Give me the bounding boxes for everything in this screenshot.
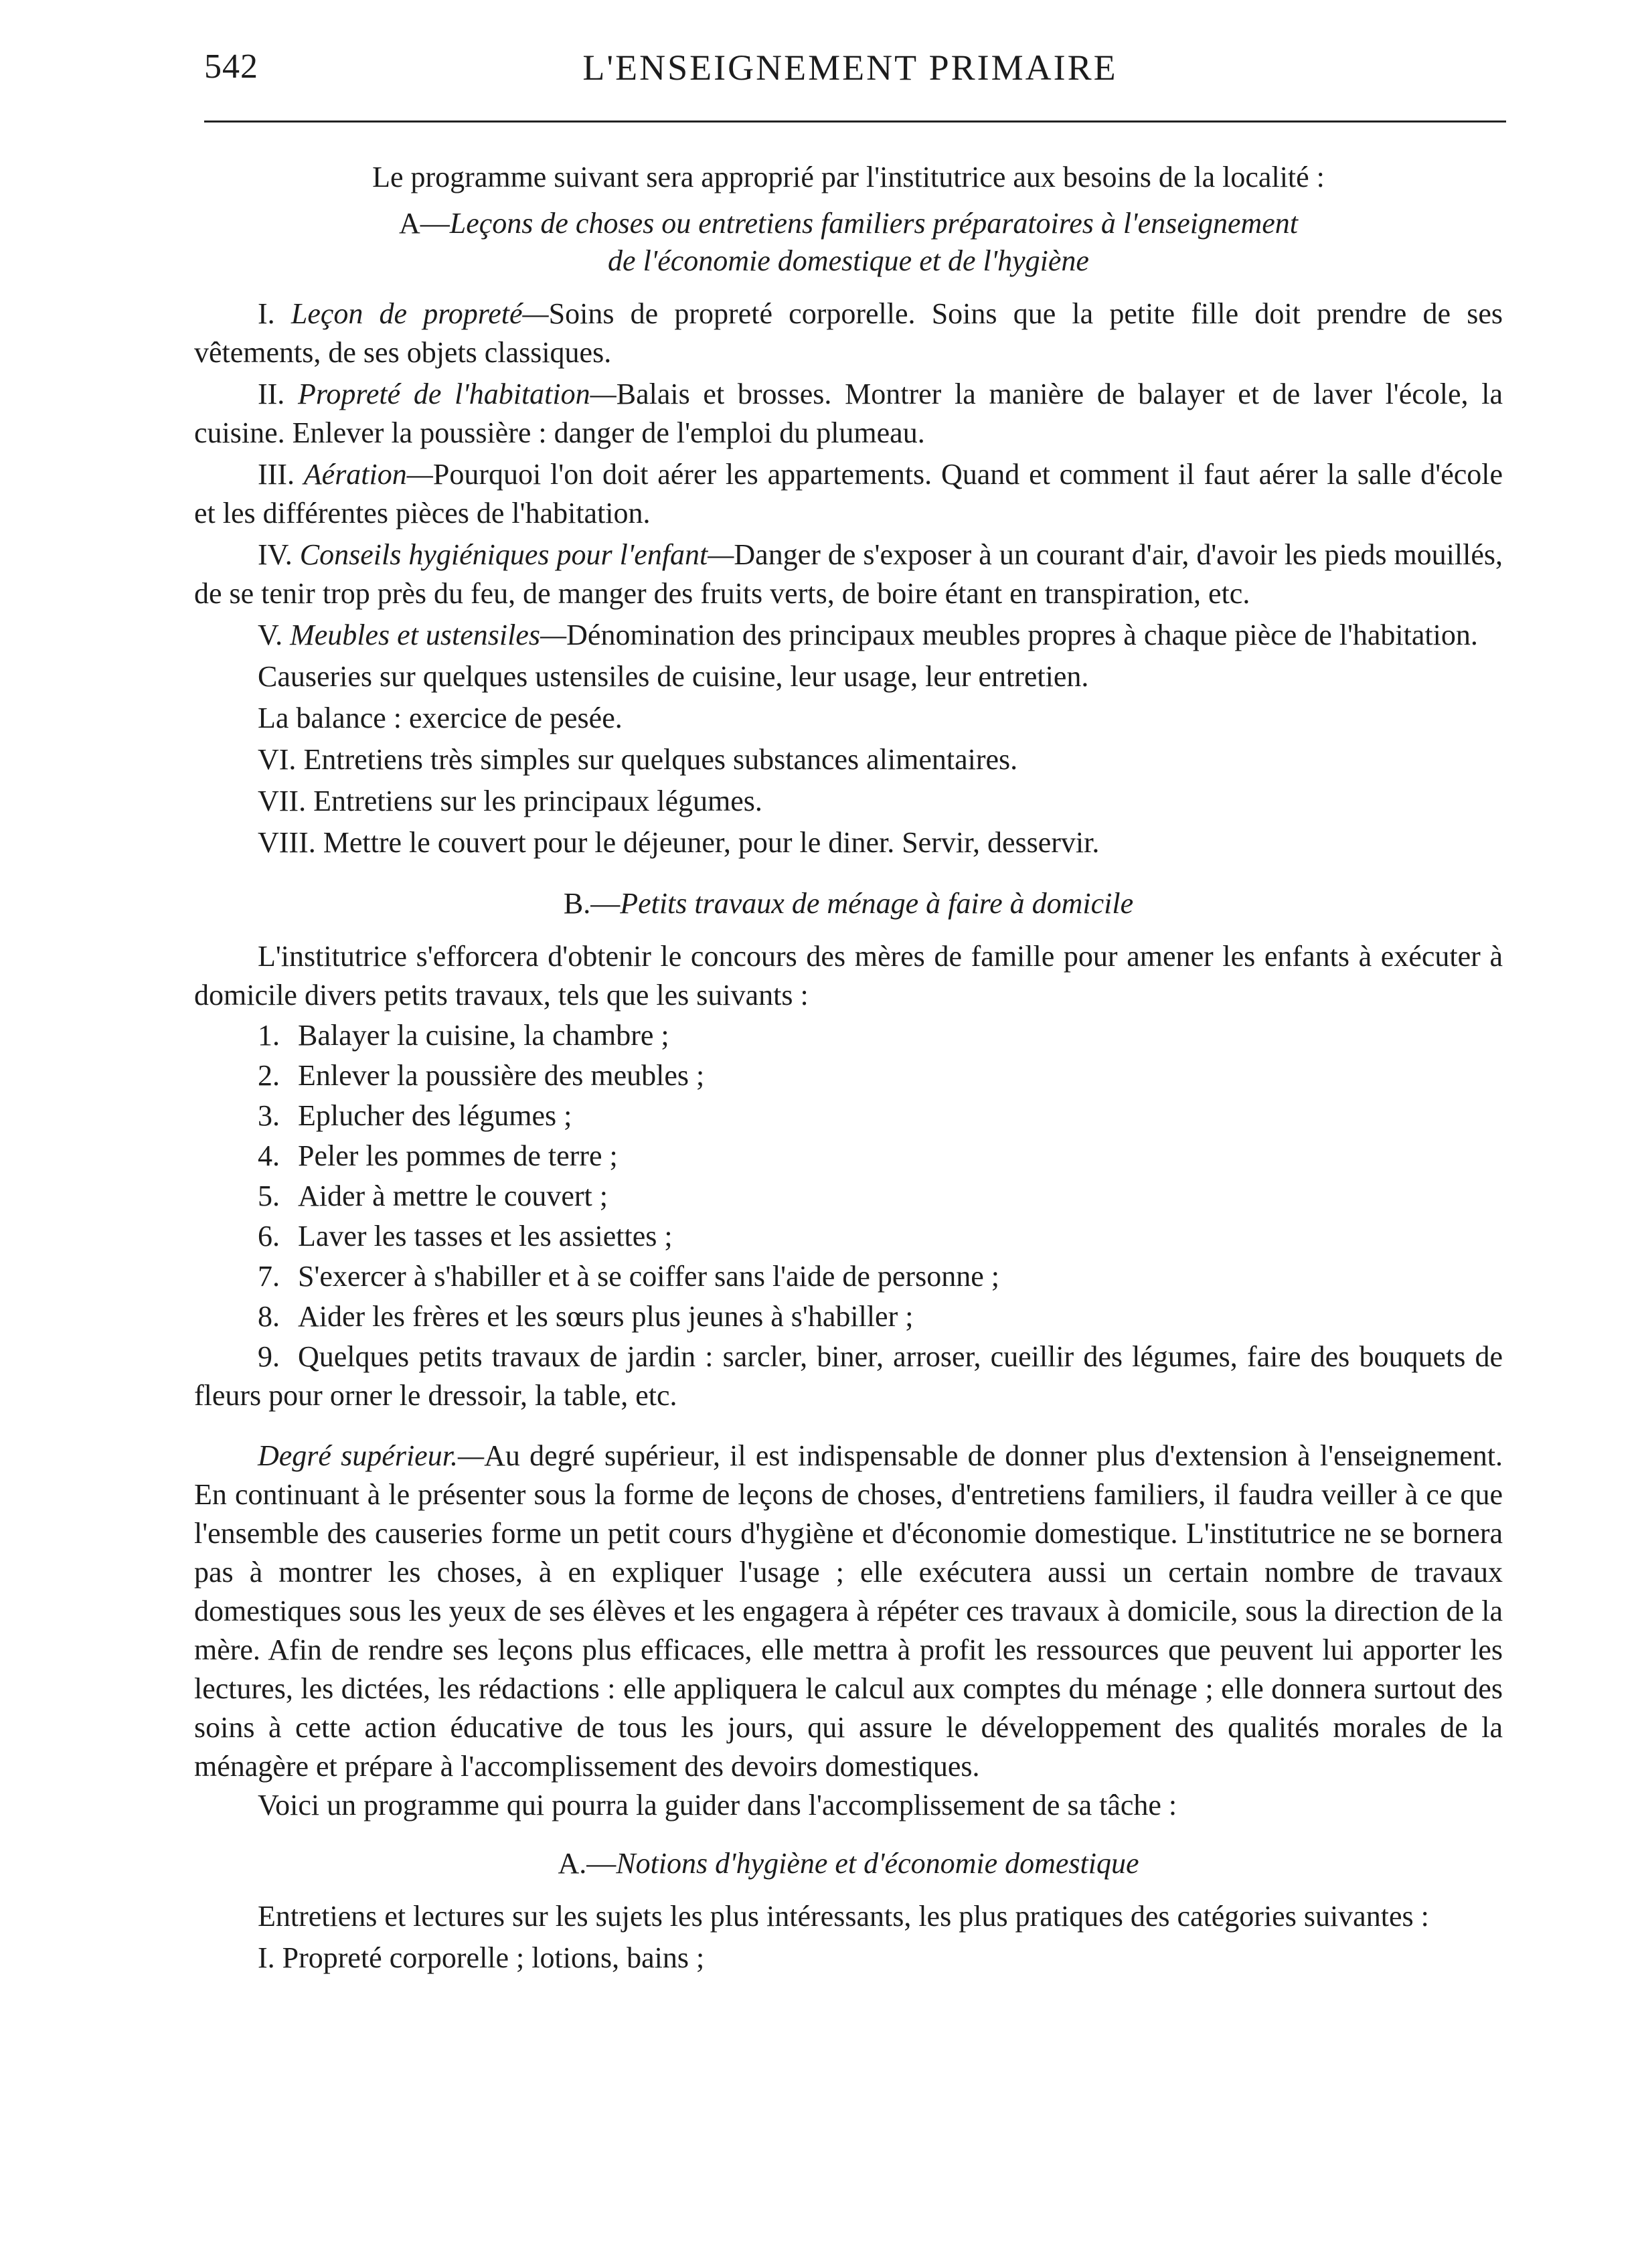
- item-number: IV.: [258, 538, 293, 571]
- list-item: [194, 1217, 1503, 1256]
- page-number: 542: [204, 48, 258, 86]
- running-title: L'ENSEIGNEMENT PRIMAIRE: [582, 48, 1118, 88]
- item-text: Enlever la poussière des meubles ;: [298, 1059, 705, 1092]
- item-title: Leçon de propreté—: [291, 297, 549, 330]
- item-number: 2.: [258, 1059, 280, 1092]
- item-number: 9.: [258, 1340, 280, 1373]
- section-a-heading: [194, 205, 1503, 280]
- extra-line: La balance : exercice de pesée.: [258, 702, 623, 734]
- list-item: [194, 1177, 1503, 1216]
- section-a2-heading: [194, 1845, 1503, 1882]
- section-a-title-line2: de l'économie domestique et de l'hygiène: [608, 244, 1089, 277]
- section-b-prefix: B.—: [563, 887, 621, 920]
- list-item: [194, 536, 1503, 613]
- item-text: Aider les frères et les sœurs plus jeunes à s'habiller ;: [298, 1300, 914, 1333]
- degre-superieur-paragraph: [194, 1437, 1503, 1786]
- section-a2-prefix: A.—: [558, 1847, 617, 1880]
- item-number: 4.: [258, 1139, 280, 1172]
- item-number: 6.: [258, 1220, 280, 1252]
- item-number: VI.: [258, 743, 297, 776]
- item-title: Propreté de l'habitation—: [298, 378, 617, 410]
- list-item: [194, 1257, 1503, 1296]
- section-a2-title: Notions d'hygiène et d'économie domestique: [616, 1847, 1139, 1880]
- item-number: VIII.: [258, 826, 316, 859]
- list-item: [194, 455, 1503, 533]
- list-item: [194, 1939, 1503, 1977]
- item-number: V.: [258, 619, 283, 651]
- item-number: I.: [258, 297, 275, 330]
- section-a-prefix: A—: [398, 207, 450, 240]
- item-text: Mettre le couvert pour le déjeuner, pour le diner. Servir, desservir.: [323, 826, 1100, 859]
- item-text: Pourquoi l'on doit aérer les appartements. Quand et comment il faut aérer la salle d'école et les différentes pièces de l'habitation.: [194, 458, 1503, 530]
- item-text: Entretiens sur les principaux légumes.: [313, 785, 762, 817]
- item-text: Danger de s'exposer à un courant d'air, d'avoir les pieds mouillés, de se tenir trop près du feu, de manger des fruits verts, de boire étant en transpiration, etc.: [194, 538, 1503, 610]
- list-item: [194, 740, 1503, 779]
- item-text: S'exercer à s'habiller et à se coiffer sans l'aide de personne ;: [298, 1260, 999, 1293]
- item-text: Balayer la cuisine, la chambre ;: [298, 1019, 669, 1052]
- item-text: Balais et brosses. Montrer la manière de balayer et de laver l'école, la cuisine. Enlever la poussière : danger de l'emploi du plumeau.: [194, 378, 1503, 449]
- item-text: Peler les pommes de terre ;: [298, 1139, 618, 1172]
- item-text: Entretiens très simples sur quelques substances alimentaires.: [303, 743, 1018, 776]
- item-number: 1.: [258, 1019, 280, 1052]
- header-rule: [204, 120, 1506, 123]
- list-item: [194, 782, 1503, 821]
- program-intro: Voici un programme qui pourra la guider dans l'accomplissement de sa tâche :: [258, 1789, 1177, 1821]
- item-number: III.: [258, 458, 295, 491]
- section-a2-intro: Entretiens et lectures sur les sujets les plus intéressants, les plus pratiques des catégories suivantes :: [258, 1900, 1429, 1933]
- list-item: [194, 375, 1503, 453]
- degre-superieur-lead: Degré supérieur.—: [258, 1439, 485, 1472]
- item-text: Quelques petits travaux de jardin : sarcler, biner, arroser, cueillir des légumes, faire des bouquets de fleurs pour orner le dressoir, la table, etc.: [194, 1340, 1503, 1412]
- list-item: [194, 1097, 1503, 1135]
- list-item: [194, 823, 1503, 862]
- section-a-title-line1: Leçons de choses ou entretiens familiers préparatoires à l'enseignement: [449, 207, 1299, 240]
- list-item: [194, 1056, 1503, 1095]
- item-title: Conseils hygiéniques pour l'enfant—: [299, 538, 734, 571]
- item-number: VII.: [258, 785, 307, 817]
- item-text: Aider à mettre le couvert ;: [298, 1180, 608, 1212]
- item-number: I.: [258, 1941, 275, 1974]
- list-item: [194, 616, 1503, 655]
- list-item: [194, 1137, 1503, 1176]
- section-b-title: Petits travaux de ménage à faire à domicile: [620, 887, 1134, 920]
- item-text: Eplucher des légumes ;: [298, 1099, 572, 1132]
- page-header: [204, 42, 1496, 95]
- item-number: 3.: [258, 1099, 280, 1132]
- intro-paragraph: Le programme suivant sera approprié par l'institutrice aux besoins de la localité :: [372, 161, 1325, 193]
- list-item: [194, 1016, 1503, 1055]
- item-number: 5.: [258, 1180, 280, 1212]
- item-number: 7.: [258, 1260, 280, 1293]
- item-title: Meubles et ustensiles—: [290, 619, 567, 651]
- list-item: [194, 1338, 1503, 1415]
- list-item: [194, 295, 1503, 372]
- section-b-heading: [194, 885, 1503, 922]
- item-title: Aération—: [303, 458, 433, 491]
- degre-superieur-text: Au degré supérieur, il est indispensable de donner plus d'extension à l'enseignement. En continuant à le présenter sous la forme de leçons de choses, d'entretiens familiers, il faudra veiller à ce que l'ensemble des causeries forme un petit cours d'hygiène et d'économie domestique. L'institutrice ne se bornera pas à montrer les choses, à en expliquer l'usage ; elle exécutera aussi un certain nombre de travaux domestiques sous les yeux de ses élèves et les engagera à répéter ces travaux à domicile, sous la direction de la mère. Afin de rendre ses leçons plus efficaces, elle mettra à profit les ressources que peuvent lui apporter les lectures, les dictées, les rédactions : elle appliquera le calcul aux comptes du ménage ; elle donnera surtout des soins à cette action éducative de tous les jours, qui assure le développement des qualités morales de la ménagère et prépare à l'accomplissement des devoirs domestiques.: [194, 1439, 1503, 1783]
- item-number: II.: [258, 378, 285, 410]
- item-text: Propreté corporelle ; lotions, bains ;: [282, 1941, 705, 1974]
- item-text: Soins de propreté corporelle. Soins que la petite fille doit prendre de ses vêtements, de ses objets classiques.: [194, 297, 1503, 369]
- item-text: Laver les tasses et les assiettes ;: [298, 1220, 673, 1252]
- item-text: Dénomination des principaux meubles propres à chaque pièce de l'habitation.: [566, 619, 1478, 651]
- extra-line: Causeries sur quelques ustensiles de cuisine, leur usage, leur entretien.: [258, 660, 1089, 693]
- page-body: [194, 158, 1503, 1980]
- list-item: [194, 1297, 1503, 1336]
- section-b-intro: L'institutrice s'efforcera d'obtenir le concours des mères de famille pour amener les enfants à exécuter à domicile divers petits travaux, tels que les suivants :: [194, 940, 1503, 1011]
- item-number: 8.: [258, 1300, 280, 1333]
